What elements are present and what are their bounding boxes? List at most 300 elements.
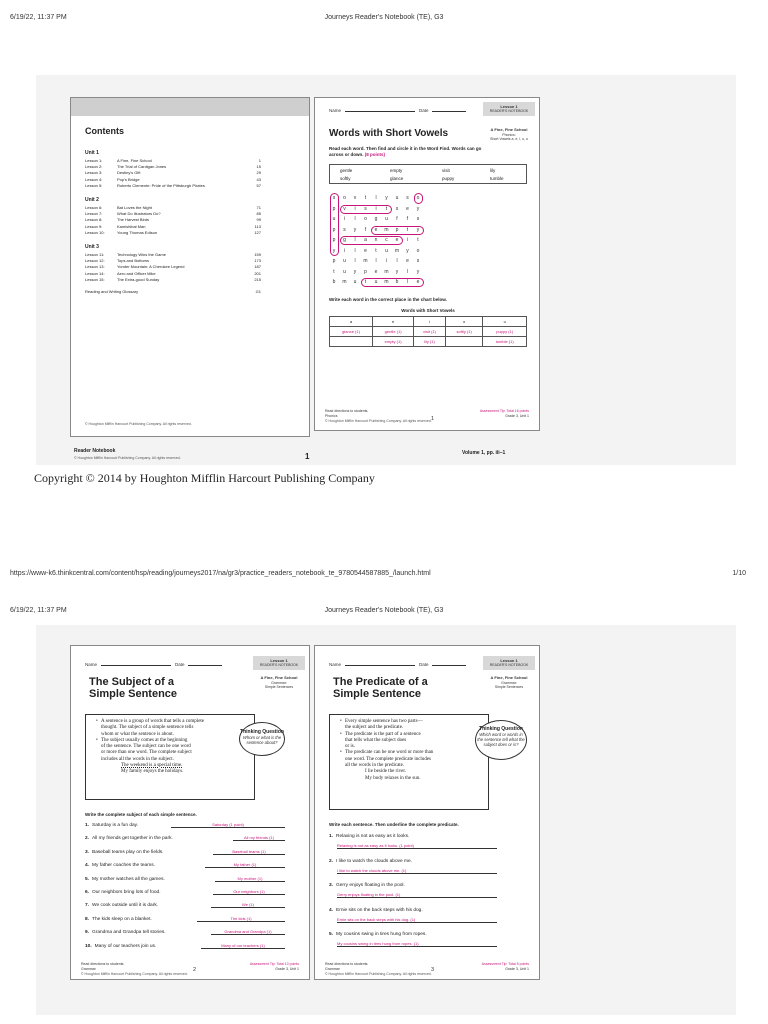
grid-letter: u [395, 195, 399, 201]
grid-letter: e [416, 279, 420, 285]
chart-header-row [330, 317, 527, 327]
grid-letter: e [395, 237, 399, 243]
subject-item [85, 917, 295, 927]
grid-letter: t [364, 279, 367, 285]
print-datetime-2: 6/19/22, 11:37 PM [10, 607, 67, 614]
predicate-item [329, 908, 539, 923]
word-item: empty [390, 168, 403, 173]
chart-header: u [483, 317, 527, 327]
item-answer: We (1) [211, 902, 285, 908]
grid-letter: v [353, 195, 357, 201]
item-answer: My cousins swing in tires hung from ropes. (1) [337, 941, 497, 947]
rule-box [329, 714, 489, 810]
word-item: lily [490, 168, 496, 173]
toc-row [85, 211, 261, 217]
grid-letter: l [354, 258, 356, 264]
grid-letter: e [406, 205, 409, 212]
item-text: Ernie sits on the back steps with his dog. [336, 907, 423, 913]
lesson-number: Lesson 10: [85, 229, 105, 235]
lesson-page: 215 [254, 276, 261, 282]
grid-letter: e [364, 247, 367, 254]
name-line: Name Date [85, 662, 222, 667]
lesson-page: 1 [258, 158, 261, 163]
lesson-page: 173 [254, 258, 261, 264]
item-text: My father coaches the teams. [92, 863, 155, 869]
glossary-page: G1 [255, 289, 261, 294]
chart-cell [445, 337, 482, 347]
item-text: All my friends get together in the park. [92, 836, 173, 842]
lesson-title: What Do Illustrators Do? [117, 211, 161, 217]
toc-row [85, 224, 261, 230]
grid-letter: m [384, 268, 389, 275]
item-number: 7. [85, 903, 90, 909]
lesson-meta: A Fine, Fine School Grammar: Simple Sentences [260, 675, 298, 689]
grid-letter: e [406, 258, 409, 264]
lesson-box: Lesson 1 READER'S NOTEBOOK [253, 656, 305, 670]
chart-header: i [414, 317, 446, 327]
grid-letter: o [416, 247, 420, 254]
rule-2: • The subject usually comes at the beginning of the sentence. The subject can be one word or more than one word. The complete subject includes all the words in the subject. [96, 738, 246, 763]
instruction-1: Read each word. Then find and circle it in the Word Find. Words can go across or down. (8 points) [329, 146, 482, 157]
footer-right: Assessment Tip: Total 16 points Grade 3, Unit 1 [479, 409, 529, 418]
grid-letter: s [406, 195, 409, 201]
lesson-number: Lesson 7: [85, 211, 103, 217]
grid-letter: u [374, 279, 378, 285]
grid-letter: v [343, 205, 346, 212]
grid-letter: t [375, 247, 377, 254]
chart-cell: glance (1) [330, 327, 373, 337]
toc-row [85, 258, 261, 264]
predicate-item [329, 883, 539, 898]
contents-page [70, 97, 310, 437]
footer-note: Read directions to students. [81, 962, 125, 966]
grid-letter: o [364, 216, 367, 222]
grid-letter: t [333, 268, 335, 275]
lesson-title: Roberto Clemente: Pride of the Pittsburgh Pirates [117, 182, 205, 188]
item-text: My cousins swing in tires hung from ropes. [336, 932, 427, 937]
grid-letter: s [332, 195, 336, 201]
lesson-number: Lesson 1: [85, 158, 103, 163]
toc-row [85, 217, 261, 223]
subject-item [85, 863, 295, 873]
lesson-title: Young Thomas Edison [117, 229, 158, 235]
item-number: 5. [85, 876, 90, 882]
footer-note: Read directions to students. [325, 962, 369, 966]
toc-row [85, 271, 261, 277]
item-number: 10. [85, 943, 92, 949]
item-number: 2. [329, 858, 334, 864]
lesson-title: Pop's Bridge [117, 176, 140, 182]
item-number: 4. [85, 863, 90, 869]
toc-row [85, 158, 261, 164]
thinking-bubble: Thinking Question Which word or words in the sentence tell what the subject does or is? [475, 720, 527, 760]
grid-letter: t [417, 237, 419, 243]
print-datetime: 6/19/22, 11:37 PM [10, 14, 67, 21]
grid-letter: g [343, 237, 346, 243]
lesson-page: 99 [256, 217, 261, 223]
grid-letter: f [396, 216, 398, 222]
grid-letter: i [375, 205, 377, 212]
item-answer: Baseball teams (1) [213, 849, 285, 855]
example-2: My family enjoys the holidays. [121, 769, 184, 775]
contents-small: © Houghton Mifflin Harcourt Publishing Company. All rights reserved. [85, 422, 192, 426]
grid-letter: i [385, 258, 388, 264]
item-answer: Relaxing is not as easy as it looks. (1 point) [337, 843, 497, 849]
lesson-number: Lesson 4: [85, 176, 103, 182]
lesson-number: Lesson 13: [85, 264, 105, 270]
grid-letter: i [406, 237, 409, 243]
item-number: 4. [329, 907, 334, 913]
grid-letter: g [374, 216, 378, 222]
chart-header: e [373, 317, 414, 327]
grid-letter: p [332, 226, 336, 233]
lesson-title: Aero and Officer Mike [117, 270, 156, 276]
lesson-page: 85 [256, 211, 261, 217]
item-text: Baseball teams play on the fields. [92, 849, 164, 855]
chart-cell: visit (1) [414, 327, 446, 337]
print-title: Journeys Reader's Notebook (TE), G3 [324, 14, 444, 21]
print-url: https://www-k6.thinkcentral.com/content/hsp/reading/journeys2017/na/gr3/practice_readers_notebook_te_9780544587885_/launch.html [10, 570, 431, 577]
item-answer: Our neighbors (1) [213, 889, 285, 895]
lesson-number: Lesson 9: [85, 223, 103, 229]
answer-oval [340, 205, 393, 214]
lesson-number: Lesson 3: [85, 170, 103, 176]
chart-header: o [445, 317, 482, 327]
grid-letter: p [332, 237, 336, 243]
subject-item [85, 944, 295, 954]
toc-row [85, 230, 261, 236]
contents-band [71, 98, 309, 116]
item-number: 2. [85, 836, 90, 842]
rule-2: • The predicate is the part of a sentence that tells what the subject does or is. [340, 732, 480, 751]
lesson-page: 113 [254, 223, 261, 229]
unit-label: Unit 2 [85, 197, 99, 203]
grid-letter: l [354, 237, 356, 243]
item-answer: My father (1) [205, 862, 285, 868]
grid-letter: y [332, 247, 336, 254]
grid-letter: c [385, 237, 388, 243]
item-answer: I like to watch the clouds above me. (1) [337, 868, 497, 874]
chart-cell [330, 337, 373, 347]
word-list [329, 164, 527, 184]
grid-letter: l [354, 216, 356, 222]
predicate-page [314, 645, 540, 980]
toc-row [85, 205, 261, 211]
lesson-number: Lesson 2: [85, 164, 103, 170]
lesson-title: The Trial of Cardigan Jones [117, 164, 167, 170]
grid-letter: u [385, 216, 388, 222]
toc-row [85, 164, 261, 170]
lesson-page: 159 [254, 252, 261, 257]
answer-oval [361, 278, 424, 287]
lesson-page: 57 [256, 182, 261, 188]
grid-letter: s [416, 258, 420, 264]
chart-header: a [330, 317, 373, 327]
spread-footer-small: © Houghton Mifflin Harcourt Publishing Company. All rights reserved. [74, 456, 181, 460]
grid-letter: u [343, 258, 346, 264]
item-number: 8. [85, 916, 90, 922]
footer-right: Assessment Tip: Total 5 points Grade 3, Unit 1 [481, 962, 529, 971]
item-number: 6. [85, 890, 90, 895]
grid-letter: l [375, 258, 377, 264]
predicate-item [329, 859, 539, 874]
lesson-page: 29 [256, 170, 261, 176]
grid-letter: l [375, 195, 377, 201]
item-text: Our neighbors bring lots of food. [92, 890, 161, 895]
short-vowels-page [314, 97, 540, 431]
spread-footer-right: Volume 1, pp. iii–1 [462, 450, 506, 456]
footer-note: Read directions to students. [325, 409, 369, 413]
lesson-page: 71 [256, 205, 261, 210]
word-item: puppy [442, 176, 455, 181]
grid-letter: y [353, 226, 357, 233]
item-text: My mother watches all the games. [92, 876, 165, 882]
grid-letter: o [416, 195, 420, 201]
copyright-line: Copyright © 2014 by Houghton Mifflin Harcourt Publishing Company [34, 471, 375, 485]
name-line: Name Date [329, 662, 466, 667]
lesson-title: A Fine, Fine School [117, 158, 152, 163]
grid-letter: l [354, 247, 356, 254]
lesson-box: Lesson 1 READER'S NOTEBOOK [483, 102, 535, 116]
lesson-title: Yonder Mountain: A Cherokee Legend [117, 264, 185, 270]
lesson-page: 43 [256, 176, 261, 182]
toc-row [85, 264, 261, 270]
word-item: gentle [340, 168, 353, 173]
lesson-number: Lesson 8: [85, 217, 103, 223]
grid-letter: y [416, 205, 420, 212]
grid-letter: u [385, 247, 388, 254]
page-title: The Predicate of a Simple Sentence [333, 676, 428, 701]
page-title: Words with Short Vowels [329, 128, 449, 139]
chart-cell: gentle (1) [373, 327, 414, 337]
toc-row [85, 183, 261, 189]
predicate-item [329, 932, 539, 947]
print-page-number: 1/10 [732, 570, 746, 577]
chart-row [330, 337, 527, 347]
grid-letter: y [395, 268, 399, 275]
item-text: Many of our teachers join us. [94, 943, 157, 949]
footer-note-2: Grammar © Houghton Mifflin Harcourt Publishing Company. All rights reserved. [325, 967, 432, 976]
grid-letter: u [343, 268, 346, 275]
rule-box [85, 714, 255, 800]
grid-letter: u [353, 279, 357, 285]
example-1: I lie beside the river. [365, 769, 406, 775]
subject-item [85, 836, 295, 846]
spread-page-number: 1 [305, 452, 310, 461]
spread-footer-left: Reader Notebook [74, 448, 116, 454]
grid-letter: y [416, 268, 420, 275]
item-text: I like to watch the clouds above me. [336, 858, 413, 864]
lesson-title: Technology Wins the Game [117, 252, 166, 257]
grid-letter: l [396, 258, 398, 264]
grid-letter: s [395, 205, 399, 212]
predicate-item [329, 834, 539, 849]
grid-letter: u [332, 216, 336, 222]
lesson-number: Lesson 15: [85, 276, 105, 282]
word-item: tumble [490, 176, 504, 181]
chart-cell: lily (1) [414, 337, 446, 347]
subject-item [85, 877, 295, 887]
lesson-title: Bat Loves the Night [117, 205, 152, 210]
lesson-number: Lesson 12: [85, 258, 105, 264]
lesson-box: Lesson 1 READER'S NOTEBOOK [483, 656, 535, 670]
grid-letter: t [364, 195, 367, 201]
toc-row [85, 252, 261, 258]
grid-letter: m [342, 279, 347, 285]
toc-row [85, 177, 261, 183]
lesson-page: 15 [256, 164, 261, 170]
grid-letter: m [394, 247, 400, 254]
answer-oval [371, 226, 424, 235]
grid-letter: s [364, 205, 367, 212]
item-answer: Saturday (1 point) [171, 822, 285, 828]
grid-letter: s [416, 216, 420, 222]
subject-item [85, 850, 295, 860]
page-number: 1 [431, 416, 435, 422]
chart-cell: tumble (1) [483, 337, 527, 347]
item-answer: The kids (1) [197, 916, 285, 922]
item-text: Relaxing is not as easy as it looks. [336, 834, 410, 839]
contents-title: Contents [85, 126, 124, 136]
print-title-2: Journeys Reader's Notebook (TE), G3 [324, 607, 444, 614]
item-number: 1. [329, 834, 334, 839]
grid-letter: i [343, 216, 346, 222]
grid-letter: t [406, 226, 409, 233]
grid-letter: s [343, 226, 346, 233]
grid-letter: m [384, 226, 389, 233]
grid-letter: l [406, 268, 409, 275]
grid-letter: e [374, 268, 378, 275]
word-item: softly [340, 176, 351, 181]
rule-3: • The predicate can be one word or more than one word. The complete predicate includes all the words in the predicate. [340, 750, 480, 769]
subject-item [85, 890, 295, 900]
answer-oval [414, 193, 423, 204]
item-number: 3. [329, 883, 334, 888]
footer-note-2: Grammar © Houghton Mifflin Harcourt Publishing Company. All rights reserved. [81, 967, 188, 976]
example-1: The weekend is a special time. [121, 763, 183, 769]
lesson-number: Lesson 11: [85, 252, 105, 257]
lesson-number: Lesson 6: [85, 205, 103, 210]
lesson-number: Lesson 14: [85, 270, 105, 276]
item-answer: Gerry enjoys floating in the pool. (1) [337, 892, 497, 898]
item-text: Gerry enjoys floating in the pool. [336, 883, 405, 888]
page-title: The Subject of a Simple Sentence [89, 676, 178, 701]
grid-letter: f [406, 216, 409, 222]
grid-letter: p [332, 258, 336, 264]
grid-letter: p [395, 226, 399, 233]
grid-letter: n [374, 237, 378, 243]
toc-row [85, 277, 261, 283]
item-number: 1. [85, 823, 90, 828]
item-number: 9. [85, 930, 90, 936]
grid-letter: y [385, 195, 388, 201]
chart-cell: softly (1) [445, 327, 482, 337]
lesson-title: Kamishibai Man [117, 223, 146, 229]
item-answer: Many of our teachers (1) [201, 943, 285, 949]
lesson-number: Lesson 5: [85, 182, 103, 188]
item-text: We cook outside until it is dark. [92, 903, 159, 909]
grid-letter: b [332, 279, 336, 285]
toc-row [85, 170, 261, 176]
word-item: glance [390, 176, 404, 181]
grid-letter: o [343, 195, 346, 201]
instruction: Write the complete subject of each simple sentence. [85, 812, 197, 817]
grid-letter: e [374, 226, 378, 233]
item-answer: Ernie sits on the back steps with his dog. (1) [337, 917, 497, 923]
item-text: Saturday is a fun day. [92, 823, 139, 828]
item-answer: Grandma and Grandpa (1) [211, 929, 285, 935]
grid-letter: a [364, 237, 367, 243]
answer-oval [330, 193, 339, 256]
word-item: visit [442, 168, 450, 173]
item-number: 5. [329, 932, 334, 937]
grid-letter: l [406, 279, 409, 285]
chart-cell: puppy (1) [483, 327, 527, 337]
item-text: The kids sleep on a blanket. [92, 916, 152, 922]
instruction-2: Write each word in the correct place in the chart below. [329, 297, 447, 302]
instruction: Write each sentence. Then underline the complete predicate. [329, 822, 459, 827]
rule-1: • Every simple sentence has two parts— the subject and the predicate. [340, 719, 480, 732]
item-text: Grandma and Grandpa tell stories. [92, 930, 166, 936]
example-2: My body relaxes in the sun. [365, 775, 421, 781]
grid-letter: i [354, 205, 356, 212]
item-answer: My mother (1) [215, 876, 285, 882]
unit-label: Unit 1 [85, 150, 99, 156]
unit-label: Unit 3 [85, 244, 99, 250]
page-number: 2 [193, 967, 197, 973]
lesson-title: Destiny's Gift [117, 170, 141, 176]
grid-letter: i [343, 247, 346, 254]
subject-item [85, 823, 295, 833]
chart-title: Words with Short Vowels [401, 308, 455, 313]
grid-letter: f [364, 226, 367, 233]
glossary-title: Reading and Writing Glossary [85, 289, 139, 294]
grid-letter: m [384, 279, 389, 285]
lesson-title: Tops and Bottoms [117, 258, 150, 264]
grid-letter: b [395, 279, 399, 285]
lesson-title: The Harvest Birds [117, 217, 150, 223]
lesson-page: 187 [254, 264, 261, 270]
footer-note-2: Phonics © Houghton Mifflin Harcourt Publishing Company. All rights reserved. [325, 414, 432, 423]
grid-letter: y [353, 268, 357, 275]
answer-oval [340, 236, 403, 245]
footer-right: Assessment Tip: Total 10 points Grade 3, Unit 1 [249, 962, 299, 971]
thinking-bubble: Thinking Question Whom or what is the sentence about? [239, 722, 285, 756]
lesson-page: 127 [254, 229, 261, 235]
toc-row-glossary [85, 289, 261, 295]
subject-item [85, 903, 295, 913]
item-answer: All my friends (1) [233, 835, 285, 841]
lesson-page: 201 [254, 270, 261, 276]
page-number: 3 [431, 967, 435, 973]
lesson-meta: A Fine, Fine School Phonics: Short Vowels a, e, i, o, u [490, 127, 528, 141]
lesson-meta: A Fine, Fine School Grammar: Simple Sentences [490, 675, 528, 689]
item-number: 3. [85, 849, 90, 855]
name-line: Name Date [329, 108, 466, 113]
rule-1: • A sentence is a group of words that tells a complete thought. The subject of a simple sentence tells whom or what the sentence is about. [96, 719, 246, 738]
lesson-title: The Extra-good Sunday [117, 276, 160, 282]
subject-page [70, 645, 310, 980]
grid-letter: m [363, 258, 368, 264]
grid-letter: p [332, 205, 336, 212]
vowel-chart [329, 316, 527, 347]
grid-letter: y [416, 226, 420, 233]
chart-cell: empty (1) [373, 337, 414, 347]
subject-item [85, 930, 295, 940]
grid-letter: y [406, 247, 409, 254]
chart-row [330, 327, 527, 337]
grid-letter: p [364, 268, 367, 275]
